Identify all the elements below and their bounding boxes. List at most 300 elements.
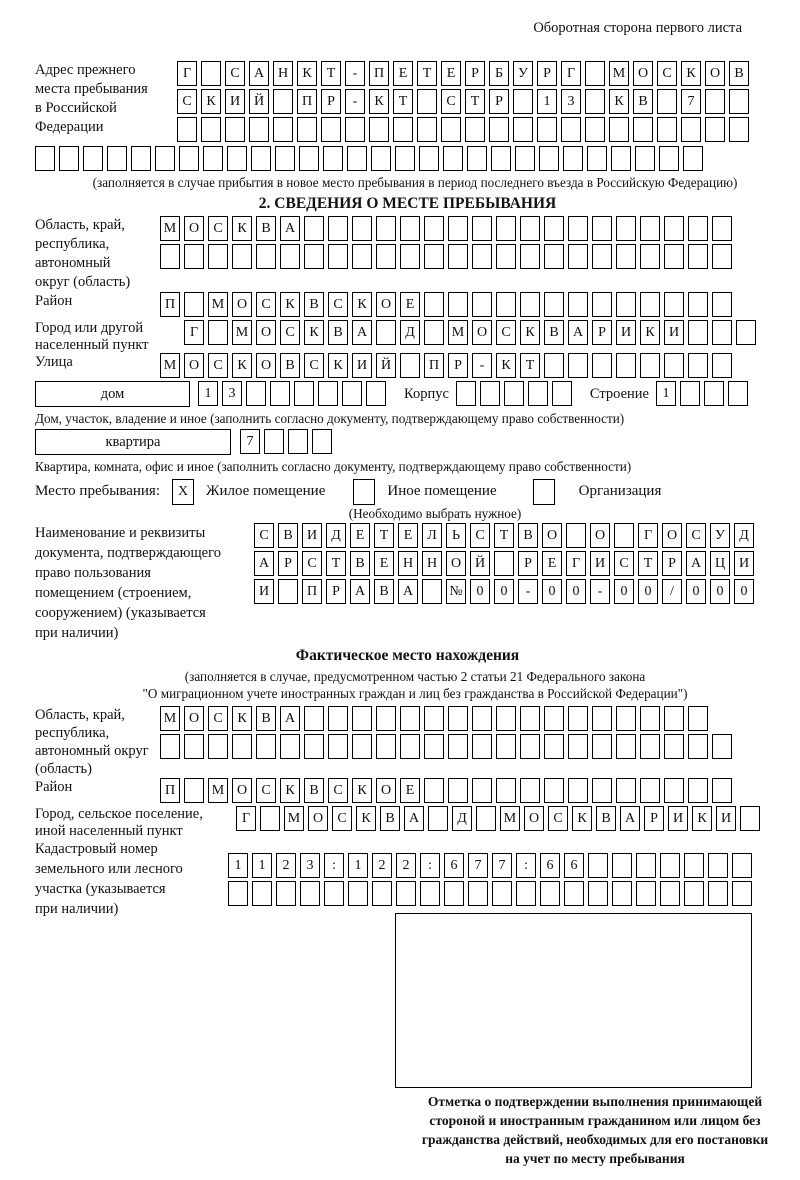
char-cell[interactable] [489, 117, 509, 142]
char-cell[interactable] [299, 146, 319, 171]
char-cell[interactable]: Г [566, 551, 586, 576]
char-cell[interactable]: С [657, 61, 677, 86]
char-cell[interactable] [516, 881, 536, 906]
char-cell[interactable] [184, 244, 204, 269]
char-cell[interactable]: К [640, 320, 660, 345]
char-cell[interactable] [528, 381, 548, 406]
char-cell[interactable] [371, 146, 391, 171]
char-cell[interactable]: № [446, 579, 466, 604]
char-cell[interactable] [448, 706, 468, 731]
char-cell[interactable] [688, 244, 708, 269]
char-cell[interactable] [636, 881, 656, 906]
char-cell[interactable] [225, 117, 245, 142]
char-cell[interactable] [568, 734, 588, 759]
char-cell[interactable] [585, 61, 605, 86]
char-cell[interactable] [640, 734, 660, 759]
char-cell[interactable]: В [350, 551, 370, 576]
char-cell[interactable] [342, 381, 362, 406]
confirmation-stamp-box[interactable] [395, 913, 752, 1088]
char-cell[interactable] [568, 244, 588, 269]
char-cell[interactable]: - [590, 579, 610, 604]
char-cell[interactable]: Н [398, 551, 418, 576]
char-cell[interactable]: К [280, 778, 300, 803]
char-cell[interactable] [59, 146, 79, 171]
char-cell[interactable]: М [284, 806, 304, 831]
char-cell[interactable] [467, 146, 487, 171]
char-cell[interactable] [664, 734, 684, 759]
char-cell[interactable] [564, 881, 584, 906]
char-cell[interactable] [496, 292, 516, 317]
char-cell[interactable] [688, 353, 708, 378]
char-cell[interactable] [684, 881, 704, 906]
char-cell[interactable]: Е [393, 61, 413, 86]
char-cell[interactable] [304, 734, 324, 759]
char-cell[interactable] [83, 146, 103, 171]
char-cell[interactable]: С [496, 320, 516, 345]
char-cell[interactable] [328, 706, 348, 731]
char-cell[interactable]: 3 [300, 853, 320, 878]
char-cell[interactable] [664, 216, 684, 241]
char-cell[interactable] [612, 881, 632, 906]
char-cell[interactable] [552, 381, 572, 406]
char-cell[interactable] [616, 292, 636, 317]
char-cell[interactable] [585, 117, 605, 142]
char-cell[interactable]: В [544, 320, 564, 345]
char-cell[interactable]: А [280, 706, 300, 731]
char-cell[interactable]: К [572, 806, 592, 831]
char-cell[interactable] [107, 146, 127, 171]
char-cell[interactable] [496, 778, 516, 803]
char-cell[interactable]: А [404, 806, 424, 831]
char-cell[interactable]: С [254, 523, 274, 548]
char-cell[interactable] [544, 734, 564, 759]
char-cell[interactable]: П [297, 89, 317, 114]
char-cell[interactable] [612, 853, 632, 878]
char-cell[interactable] [376, 320, 396, 345]
char-cell[interactable] [448, 778, 468, 803]
char-cell[interactable]: О [184, 353, 204, 378]
char-cell[interactable] [256, 734, 276, 759]
char-cell[interactable] [400, 734, 420, 759]
char-cell[interactable]: А [352, 320, 372, 345]
char-cell[interactable]: 3 [222, 381, 242, 406]
char-cell[interactable] [369, 117, 389, 142]
char-cell[interactable]: В [380, 806, 400, 831]
char-cell[interactable]: О [590, 523, 610, 548]
char-cell[interactable]: С [332, 806, 352, 831]
char-cell[interactable]: В [256, 706, 276, 731]
char-cell[interactable] [568, 216, 588, 241]
char-cell[interactable]: В [328, 320, 348, 345]
char-cell[interactable] [544, 353, 564, 378]
char-cell[interactable]: / [662, 579, 682, 604]
char-cell[interactable] [496, 244, 516, 269]
char-cell[interactable] [520, 216, 540, 241]
char-cell[interactable] [616, 353, 636, 378]
char-cell[interactable] [160, 734, 180, 759]
char-cell[interactable]: Д [452, 806, 472, 831]
char-cell[interactable]: Е [374, 551, 394, 576]
char-cell[interactable]: О [542, 523, 562, 548]
char-cell[interactable] [417, 117, 437, 142]
char-cell[interactable]: М [500, 806, 520, 831]
char-cell[interactable] [664, 292, 684, 317]
char-cell[interactable]: 6 [444, 853, 464, 878]
char-cell[interactable]: Е [400, 292, 420, 317]
char-cell[interactable]: О [633, 61, 653, 86]
char-cell[interactable] [160, 244, 180, 269]
char-cell[interactable]: С [614, 551, 634, 576]
char-cell[interactable] [396, 881, 416, 906]
char-cell[interactable] [640, 292, 660, 317]
char-cell[interactable] [476, 806, 496, 831]
char-cell[interactable]: Д [734, 523, 754, 548]
char-cell[interactable] [376, 244, 396, 269]
char-cell[interactable]: Е [350, 523, 370, 548]
char-cell[interactable]: С [470, 523, 490, 548]
char-cell[interactable]: П [160, 778, 180, 803]
char-cell[interactable]: Р [518, 551, 538, 576]
char-cell[interactable] [208, 734, 228, 759]
char-cell[interactable]: С [256, 778, 276, 803]
char-cell[interactable]: В [518, 523, 538, 548]
char-cell[interactable] [688, 292, 708, 317]
char-cell[interactable] [712, 216, 732, 241]
char-cell[interactable] [568, 778, 588, 803]
char-cell[interactable]: 7 [240, 429, 260, 454]
char-cell[interactable]: 1 [537, 89, 557, 114]
char-cell[interactable]: О [232, 292, 252, 317]
char-cell[interactable] [472, 292, 492, 317]
char-cell[interactable]: И [254, 579, 274, 604]
char-cell[interactable] [729, 117, 749, 142]
char-cell[interactable] [376, 706, 396, 731]
char-cell[interactable] [273, 117, 293, 142]
char-cell[interactable]: М [208, 778, 228, 803]
char-cell[interactable] [494, 551, 514, 576]
char-cell[interactable]: : [516, 853, 536, 878]
char-cell[interactable]: Р [489, 89, 509, 114]
char-cell[interactable]: П [160, 292, 180, 317]
char-cell[interactable]: М [160, 353, 180, 378]
char-cell[interactable] [616, 734, 636, 759]
char-cell[interactable] [616, 778, 636, 803]
char-cell[interactable]: В [280, 353, 300, 378]
char-cell[interactable] [448, 244, 468, 269]
char-cell[interactable]: С [208, 353, 228, 378]
char-cell[interactable] [278, 579, 298, 604]
char-cell[interactable]: С [441, 89, 461, 114]
char-cell[interactable] [424, 320, 444, 345]
char-cell[interactable]: В [304, 778, 324, 803]
char-cell[interactable] [688, 216, 708, 241]
char-cell[interactable] [592, 706, 612, 731]
char-cell[interactable] [232, 244, 252, 269]
char-cell[interactable] [448, 216, 468, 241]
char-cell[interactable]: 0 [494, 579, 514, 604]
char-cell[interactable] [636, 853, 656, 878]
char-cell[interactable] [417, 89, 437, 114]
char-cell[interactable] [585, 89, 605, 114]
char-cell[interactable] [201, 117, 221, 142]
char-cell[interactable] [400, 706, 420, 731]
char-cell[interactable]: О [308, 806, 328, 831]
char-cell[interactable]: Й [470, 551, 490, 576]
char-cell[interactable] [544, 778, 564, 803]
char-cell[interactable]: У [513, 61, 533, 86]
char-cell[interactable] [131, 146, 151, 171]
char-cell[interactable] [472, 706, 492, 731]
char-cell[interactable] [348, 881, 368, 906]
char-cell[interactable] [588, 881, 608, 906]
char-cell[interactable] [179, 146, 199, 171]
char-cell[interactable] [680, 381, 700, 406]
char-cell[interactable] [328, 244, 348, 269]
char-cell[interactable]: В [304, 292, 324, 317]
char-cell[interactable]: Р [448, 353, 468, 378]
char-cell[interactable]: Р [592, 320, 612, 345]
char-cell[interactable]: О [232, 778, 252, 803]
char-cell[interactable]: В [633, 89, 653, 114]
char-cell[interactable] [424, 778, 444, 803]
char-cell[interactable] [424, 706, 444, 731]
char-cell[interactable] [708, 853, 728, 878]
char-cell[interactable]: А [398, 579, 418, 604]
char-cell[interactable] [640, 706, 660, 731]
char-cell[interactable] [704, 381, 724, 406]
char-cell[interactable] [684, 853, 704, 878]
char-cell[interactable]: А [686, 551, 706, 576]
char-cell[interactable]: 0 [470, 579, 490, 604]
char-cell[interactable] [496, 216, 516, 241]
char-cell[interactable]: Р [321, 89, 341, 114]
char-cell[interactable] [472, 244, 492, 269]
char-cell[interactable] [616, 216, 636, 241]
char-cell[interactable] [249, 117, 269, 142]
char-cell[interactable]: Т [393, 89, 413, 114]
char-cell[interactable] [657, 117, 677, 142]
char-cell[interactable] [587, 146, 607, 171]
char-cell[interactable]: С [302, 551, 322, 576]
char-cell[interactable] [614, 523, 634, 548]
char-cell[interactable]: Й [376, 353, 396, 378]
char-cell[interactable] [273, 89, 293, 114]
char-cell[interactable]: - [345, 61, 365, 86]
char-cell[interactable]: Т [374, 523, 394, 548]
char-cell[interactable]: И [734, 551, 754, 576]
char-cell[interactable]: И [716, 806, 736, 831]
char-cell[interactable]: 7 [468, 853, 488, 878]
char-cell[interactable] [270, 381, 290, 406]
char-cell[interactable]: Д [326, 523, 346, 548]
char-cell[interactable]: 0 [686, 579, 706, 604]
char-cell[interactable] [592, 353, 612, 378]
char-cell[interactable] [491, 146, 511, 171]
char-cell[interactable]: С [208, 216, 228, 241]
char-cell[interactable] [544, 292, 564, 317]
char-cell[interactable]: П [302, 579, 322, 604]
char-cell[interactable]: У [710, 523, 730, 548]
char-cell[interactable] [563, 146, 583, 171]
char-cell[interactable] [228, 881, 248, 906]
char-cell[interactable] [400, 244, 420, 269]
char-cell[interactable]: О [256, 320, 276, 345]
char-cell[interactable] [424, 244, 444, 269]
char-cell[interactable]: Е [441, 61, 461, 86]
char-cell[interactable] [611, 146, 631, 171]
char-cell[interactable] [300, 881, 320, 906]
char-cell[interactable]: 6 [564, 853, 584, 878]
char-cell[interactable]: Т [638, 551, 658, 576]
char-cell[interactable]: С [225, 61, 245, 86]
char-cell[interactable] [520, 244, 540, 269]
char-cell[interactable]: К [681, 61, 701, 86]
char-cell[interactable] [592, 734, 612, 759]
char-cell[interactable]: И [668, 806, 688, 831]
char-cell[interactable] [492, 881, 512, 906]
char-cell[interactable] [664, 353, 684, 378]
char-cell[interactable]: : [420, 853, 440, 878]
char-cell[interactable] [688, 706, 708, 731]
char-cell[interactable]: М [160, 216, 180, 241]
char-cell[interactable] [588, 853, 608, 878]
char-cell[interactable] [480, 381, 500, 406]
char-cell[interactable] [448, 734, 468, 759]
char-cell[interactable]: О [256, 353, 276, 378]
char-cell[interactable]: К [232, 706, 252, 731]
char-cell[interactable]: И [616, 320, 636, 345]
char-cell[interactable] [352, 216, 372, 241]
char-cell[interactable] [276, 881, 296, 906]
char-cell[interactable] [568, 706, 588, 731]
char-cell[interactable] [657, 89, 677, 114]
char-cell[interactable]: Г [236, 806, 256, 831]
char-cell[interactable]: С [548, 806, 568, 831]
char-cell[interactable] [539, 146, 559, 171]
char-cell[interactable] [640, 778, 660, 803]
char-cell[interactable]: Г [561, 61, 581, 86]
char-cell[interactable] [422, 579, 442, 604]
char-cell[interactable] [456, 381, 476, 406]
char-cell[interactable]: М [232, 320, 252, 345]
char-cell[interactable] [420, 881, 440, 906]
char-cell[interactable] [640, 216, 660, 241]
char-cell[interactable] [664, 778, 684, 803]
char-cell[interactable] [184, 734, 204, 759]
char-cell[interactable] [660, 881, 680, 906]
char-cell[interactable]: Н [273, 61, 293, 86]
char-cell[interactable] [664, 244, 684, 269]
char-cell[interactable]: С [304, 353, 324, 378]
char-cell[interactable] [513, 117, 533, 142]
char-cell[interactable]: К [297, 61, 317, 86]
char-cell[interactable] [264, 429, 284, 454]
char-cell[interactable] [568, 292, 588, 317]
char-cell[interactable] [729, 89, 749, 114]
char-cell[interactable]: - [345, 89, 365, 114]
char-cell[interactable]: К [201, 89, 221, 114]
char-cell[interactable]: К [520, 320, 540, 345]
char-cell[interactable]: К [496, 353, 516, 378]
char-cell[interactable]: Г [638, 523, 658, 548]
char-cell[interactable] [544, 216, 564, 241]
char-cell[interactable] [323, 146, 343, 171]
char-cell[interactable] [513, 89, 533, 114]
char-cell[interactable] [728, 381, 748, 406]
char-cell[interactable] [400, 216, 420, 241]
char-cell[interactable]: С [208, 706, 228, 731]
char-cell[interactable]: С [328, 778, 348, 803]
char-cell[interactable]: А [620, 806, 640, 831]
char-cell[interactable]: К [304, 320, 324, 345]
char-cell[interactable]: В [256, 216, 276, 241]
char-cell[interactable] [659, 146, 679, 171]
char-cell[interactable]: К [280, 292, 300, 317]
char-cell[interactable]: Р [278, 551, 298, 576]
char-cell[interactable] [544, 244, 564, 269]
char-cell[interactable]: А [568, 320, 588, 345]
char-cell[interactable]: А [249, 61, 269, 86]
char-cell[interactable] [732, 881, 752, 906]
char-cell[interactable]: 3 [561, 89, 581, 114]
char-cell[interactable] [352, 706, 372, 731]
char-cell[interactable] [275, 146, 295, 171]
char-cell[interactable] [520, 706, 540, 731]
char-cell[interactable]: 1 [656, 381, 676, 406]
char-cell[interactable]: М [448, 320, 468, 345]
char-cell[interactable]: Д [400, 320, 420, 345]
char-cell[interactable]: И [590, 551, 610, 576]
char-cell[interactable]: 0 [566, 579, 586, 604]
char-cell[interactable]: А [254, 551, 274, 576]
char-cell[interactable]: А [280, 216, 300, 241]
char-cell[interactable]: В [729, 61, 749, 86]
char-cell[interactable] [660, 853, 680, 878]
char-cell[interactable] [424, 216, 444, 241]
char-cell[interactable] [304, 706, 324, 731]
char-cell[interactable]: М [208, 292, 228, 317]
char-cell[interactable]: 0 [734, 579, 754, 604]
char-cell[interactable]: С [280, 320, 300, 345]
char-cell[interactable]: О [376, 292, 396, 317]
char-cell[interactable] [155, 146, 175, 171]
char-cell[interactable] [251, 146, 271, 171]
char-cell[interactable] [520, 734, 540, 759]
char-cell[interactable]: - [472, 353, 492, 378]
char-cell[interactable] [328, 216, 348, 241]
char-cell[interactable] [376, 734, 396, 759]
char-cell[interactable] [280, 244, 300, 269]
char-cell[interactable]: Ь [446, 523, 466, 548]
char-cell[interactable] [428, 806, 448, 831]
char-cell[interactable] [246, 381, 266, 406]
char-cell[interactable] [443, 146, 463, 171]
checkbox-residential[interactable]: X [172, 479, 194, 505]
char-cell[interactable]: И [352, 353, 372, 378]
char-cell[interactable]: 0 [614, 579, 634, 604]
char-cell[interactable]: 1 [228, 853, 248, 878]
char-cell[interactable] [352, 734, 372, 759]
char-cell[interactable] [312, 429, 332, 454]
char-cell[interactable]: Б [489, 61, 509, 86]
char-cell[interactable]: С [328, 292, 348, 317]
char-cell[interactable] [616, 706, 636, 731]
char-cell[interactable] [712, 320, 732, 345]
char-cell[interactable]: В [596, 806, 616, 831]
char-cell[interactable] [201, 61, 221, 86]
char-cell[interactable] [592, 216, 612, 241]
checkbox-organization[interactable] [533, 479, 555, 505]
